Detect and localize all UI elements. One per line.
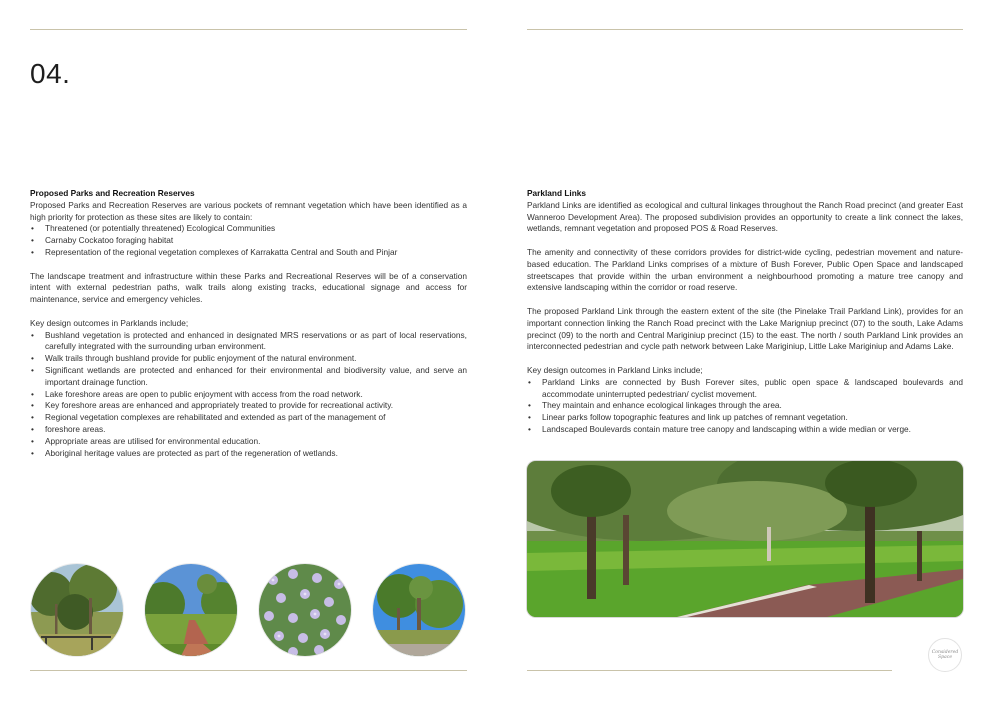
parks-outcomes-heading: Key design outcomes in Parklands include; (30, 317, 189, 328)
bottom-rule-left (30, 670, 467, 671)
list-item: • Appropriate areas are utilised for environmental education. (30, 436, 467, 448)
list-item: • Representation of the regional vegetation complexes of Karrakatta Central and South and Pinjar (30, 247, 467, 259)
wildflowers-photo-circle (259, 564, 351, 656)
parkland-link-photo (527, 461, 963, 617)
links-paragraph-3: The proposed Parkland Link through the eastern extent of the site (the Pinelake Trail Parkland Link), provides for an important connection linking the Ranch Road precinct with the Lake Marigniup precinct (07) to the south, Lake Adams precinct (09) to the north and Central Mariginiup precinct (15) to the east. The north / south Parkland Link provides an interconnected pedestrian and cycle path network between Lake Mariginiup, Little Lake Mariginiup and Adams Lake. (527, 305, 963, 352)
parks-outcomes-list (30, 330, 467, 460)
bottom-rule-right (527, 670, 892, 671)
top-rule-left (30, 29, 467, 30)
list-item: • Significant wetlands are protected and enhanced for their environmental and biodiversity value, and serve an important drainage function. (30, 365, 467, 389)
list-item: • Threatened (or potentially threatened) Ecological Communities (30, 223, 467, 235)
bushland-photo-circle (31, 564, 123, 656)
parks-section (30, 188, 467, 459)
section-number: 04. (30, 58, 71, 89)
parks-landscape-paragraph: The landscape treatment and infrastructure within these Parks and Recreational Reserves will be of a conservation intent with external pedestrian paths, walk trails along existing tracks, educational signage and access for maintenance, service and emergency vehicles. (30, 270, 467, 305)
links-paragraph-1: Parkland Links are identified as ecological and cultural linkages throughout the Ranch Road precinct (and greater East Wanneroo Development Area). The proposed subdivision provides an opportunity to create a link connect the lakes, wetlands, remnant vegetation and proposed POS & Road Reserves. (527, 199, 963, 234)
list-item: • Carnaby Cockatoo foraging habitat (30, 235, 467, 247)
parks-intro: Proposed Parks and Recreation Reserves are various pockets of remnant vegetation which have been identified as a high priority for protection as these sites are likely to contain: (30, 199, 467, 222)
list-item: • Key foreshore areas are enhanced and appropriately treated to provide for recreational activity. (30, 400, 467, 412)
logo-text-line-1: Considered (931, 649, 959, 655)
logo-text-line-2: Space (937, 655, 953, 660)
list-item: • Aboriginal heritage values are protected as part of the regeneration of wetlands. (30, 448, 467, 460)
list-item: • Landscaped Boulevards contain mature tree canopy and landscaping within a wide median or verge. (527, 424, 963, 436)
walk-trail-photo-circle (145, 564, 237, 656)
considered-space-logo (928, 638, 962, 672)
parks-contain-list (30, 223, 467, 258)
parks-heading: Proposed Parks and Recreation Reserves (30, 188, 195, 198)
list-item: • They maintain and enhance ecological linkages through the area. (527, 400, 963, 412)
foreshore-photo-circle (373, 564, 465, 656)
top-rule-right (527, 29, 963, 30)
list-item: • Linear parks follow topographic features and link up patches of remnant vegetation. (527, 412, 963, 424)
parkland-links-section (527, 188, 963, 436)
list-item: • Walk trails through bushland provide for public enjoyment of the natural environment. (30, 353, 467, 365)
links-outcomes-list (527, 377, 963, 436)
links-outcomes-heading: Key design outcomes in Parkland Links include; (527, 364, 703, 375)
links-paragraph-2: The amenity and connectivity of these corridors provides for district-wide cycling, pedestrian movement and nature-based education. The Parkland Links comprises of a mixture of Bush Forever, Public Open Space and landscaped streetscapes that provide within the urban environment a neighbourhood promoting a mature tree canopy and extensive landscaping within the corridor or road reserve. (527, 246, 963, 293)
list-item: • Regional vegetation complexes are rehabilitated and extended as part of the management of (30, 412, 467, 424)
list-item: • Parkland Links are connected by Bush Forever sites, public open space & landscaped boulevards and accommodate uninterrupted pedestrian/ cyclist movement. (527, 377, 963, 401)
list-item: • foreshore areas. (30, 424, 467, 436)
list-item: • Bushland vegetation is protected and enhanced in designated MRS reservations or as part of local reservations, carefully integrated with the surrounding urban environment. (30, 330, 467, 354)
list-item: • Lake foreshore areas are open to public enjoyment with access from the road network. (30, 389, 467, 401)
links-heading: Parkland Links (527, 188, 587, 198)
